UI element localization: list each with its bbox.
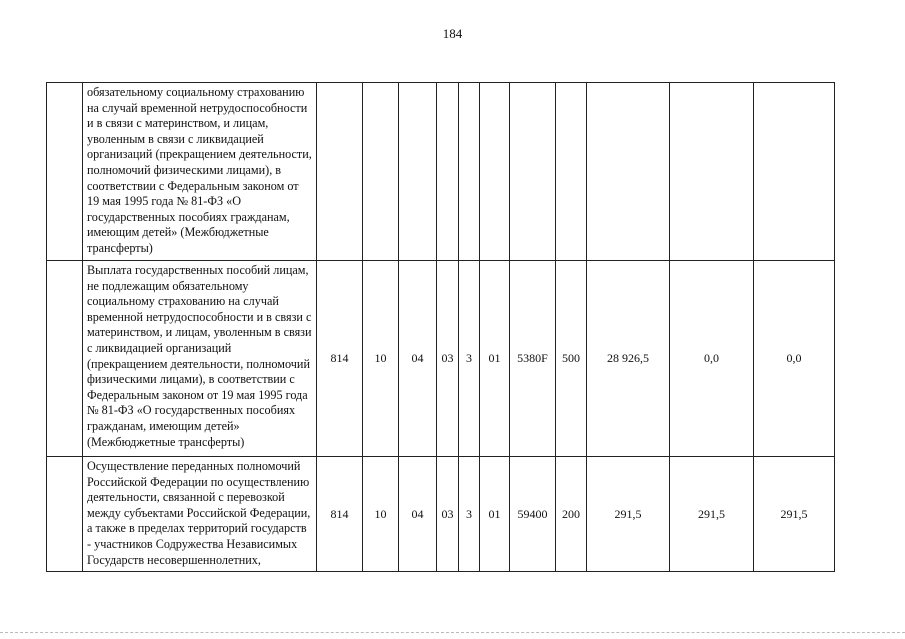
- program-code-cell: 03: [437, 261, 459, 457]
- subsection-code-cell: 04: [399, 261, 437, 457]
- description-cell: обязательному социальному страхованию на случай временной нетрудоспособности и в связи с материнством, и лицам, уволенным в связи с ликвидацией организаций (прекращением деятельности, полномочий физическими лицами), в соответствии с Федеральным законом от 19 мая 1995 года № 81-ФЗ «О государственных пособиях гражданам, имеющим детей» (Межбюджетные трансферты): [83, 83, 317, 261]
- budget-table: [46, 82, 835, 572]
- direction-code-cell: [510, 83, 556, 261]
- page-number: 184: [442, 26, 463, 41]
- scan-edge-divider: [0, 632, 905, 633]
- subsection-code-cell: [399, 83, 437, 261]
- subprogram-code-cell: 3: [459, 261, 480, 457]
- description-cell: Выплата государственных пособий лицам, не подлежащим обязательному социальному страхованию на случай временной нетрудоспособности и в связи с материнством, и лицам, уволенным в связи с ликвидацией организаций (прекращением деятельности, полномочий физическими лицами), в соответствии с Федеральным законом от 19 мая 1995 года № 81-ФЗ «О государственных пособиях гражданам, имеющим детей» (Межбюджетные трансферты): [83, 261, 317, 457]
- expense-type-code-cell: 500: [556, 261, 587, 457]
- main-event-code-cell: 01: [480, 457, 510, 572]
- subprogram-code-cell: [459, 83, 480, 261]
- direction-code-cell: 5380F: [510, 261, 556, 457]
- program-code-cell: 03: [437, 457, 459, 572]
- section-code-cell: [363, 83, 399, 261]
- ministry-code-cell: 814: [317, 457, 363, 572]
- amount-year2-cell: 291,5: [670, 457, 754, 572]
- expense-type-code-cell: [556, 83, 587, 261]
- row-number-cell: [47, 83, 83, 261]
- row-number-cell: [47, 261, 83, 457]
- expense-type-code-cell: 200: [556, 457, 587, 572]
- ministry-code-cell: 814: [317, 261, 363, 457]
- table-row: [47, 457, 835, 572]
- row-number-cell: [47, 457, 83, 572]
- section-code-cell: 10: [363, 261, 399, 457]
- ministry-code-cell: [317, 83, 363, 261]
- subprogram-code-cell: 3: [459, 457, 480, 572]
- description-cell: Осуществление переданных полномочий Российской Федерации по осуществлению деятельности, связанной с перевозкой между субъектами Российской Федерации, а также в пределах территорий государств - участников Содружества Независимых Государств несовершеннолетних,: [83, 457, 317, 572]
- amount-year1-cell: 291,5: [587, 457, 670, 572]
- main-event-code-cell: 01: [480, 261, 510, 457]
- amount-year1-cell: [587, 83, 670, 261]
- section-code-cell: 10: [363, 457, 399, 572]
- amount-year1-cell: 28 926,5: [587, 261, 670, 457]
- table-row: [47, 83, 835, 261]
- amount-year2-cell: [670, 83, 754, 261]
- main-event-code-cell: [480, 83, 510, 261]
- amount-year3-cell: 291,5: [754, 457, 835, 572]
- program-code-cell: [437, 83, 459, 261]
- amount-year3-cell: 0,0: [754, 261, 835, 457]
- table-row: [47, 261, 835, 457]
- amount-year2-cell: 0,0: [670, 261, 754, 457]
- subsection-code-cell: 04: [399, 457, 437, 572]
- amount-year3-cell: [754, 83, 835, 261]
- direction-code-cell: 59400: [510, 457, 556, 572]
